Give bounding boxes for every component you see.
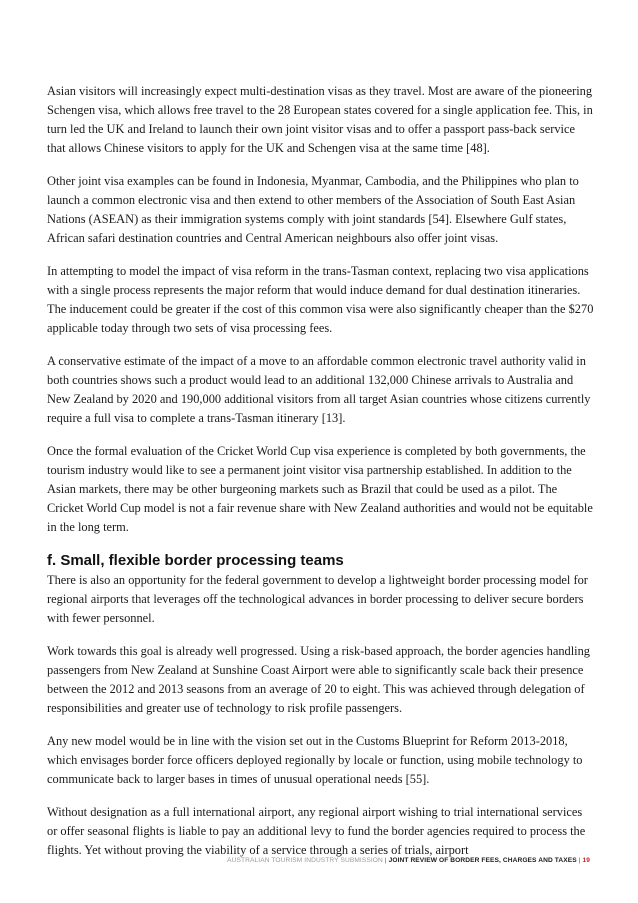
paragraph-joint-visas-intro: Asian visitors will increasingly expect multi-destination visas as they travel. Most are aware of the pioneering Schengen visa, which allows free travel to the 28 European states covered for a single application fee. This, in turn led the UK and Ireland to launch their own joint visitor visas and to offer a passport pass-back service that allows Chinese visitors to apply for the UK and Schengen visa at the same time [48]. xyxy=(47,84,593,155)
paragraph-regional-airport-levy: Without designation as a full international airport, any regional airport wishing to trial international services or offer seasonal flights is liable to pay an additional levy to fund the border agencies required to process the flights. Yet without proving the viability of a service through a series of trials, airport xyxy=(47,805,586,857)
paragraph-conservative-estimate: A conservative estimate of the impact of a move to an affordable common electronic travel authority valid in both countries shows such a product would lead to an additional 132,000 Chinese arrivals to Australia and New Zealand by 2020 and 190,000 additional visitors from all target Asian countries whose citizens currently require a full visa to complete a trans-Tasman itinerary [13]. xyxy=(47,354,591,425)
paragraph-visa-reform-model: In attempting to model the impact of visa reform in the trans-Tasman context, replacing two visa applications with a single process represents the major reform that would induce demand for dual destination itineraries. The inducement could be greater if the cost of this common visa were also significantly cheaper than the $270 applicable today through two sets of visa processing fees. xyxy=(47,264,594,335)
paragraph-cricket-world-cup: Once the formal evaluation of the Cricket World Cup visa experience is completed by both governments, the tourism industry would like to see a permanent joint visitor visa partnership established. In addition to the Asian markets, there may be other burgeoning markets such as Brazil that could be used as a pilot. The Cricket World Cup model is not a fair revenue share with New Zealand authorities and would not be equitable in the long term. xyxy=(47,444,593,534)
section-heading: f. Small, flexible border processing teams xyxy=(47,552,344,569)
footer-separator: | xyxy=(384,857,387,864)
paragraph-lightweight-border-model: There is also an opportunity for the federal government to develop a lightweight border processing model for regional airports that leverages off the technological advances in border processing to deliver secure borders with fewer personnel. xyxy=(47,573,588,625)
paragraph-sunshine-coast: Work towards this goal is already well progressed. Using a risk-based approach, the border agencies handling passengers from New Zealand at Sunshine Coast Airport were able to significantly scale back their presence between the 2012 and 2013 seasons from an average of 20 to eight. This was achieved through delegation of responsibilities and greater use of technology to risk profile passengers. xyxy=(47,644,590,715)
page-body xyxy=(47,82,595,874)
footer-organisation: AUSTRALIAN TOURISM INDUSTRY SUBMISSION xyxy=(227,857,383,864)
paragraph-joint-visa-examples: Other joint visa examples can be found in Indonesia, Myanmar, Cambodia, and the Philippines who plan to launch a common electronic visa and then extend to other members of the Association of South East Asian Nations (ASEAN) as their immigration systems comply with joint standards [54]. Elsewhere Gulf states, African safari destination countries and Central American neighbours also offer joint visas. xyxy=(47,174,579,245)
footer-separator-2: | xyxy=(578,857,581,864)
paragraph-customs-blueprint: Any new model would be in line with the vision set out in the Customs Blueprint for Reform 2013-2018, which envisages border force officers deployed regionally by locale or function, using mobile technology to communicate back to larger bases in times of unusual operational needs [55]. xyxy=(47,734,583,786)
footer-document-title: JOINT REVIEW OF BORDER FEES, CHARGES AND TAXES xyxy=(388,857,577,864)
page-number: 19 xyxy=(582,857,590,864)
page-footer xyxy=(0,857,590,864)
